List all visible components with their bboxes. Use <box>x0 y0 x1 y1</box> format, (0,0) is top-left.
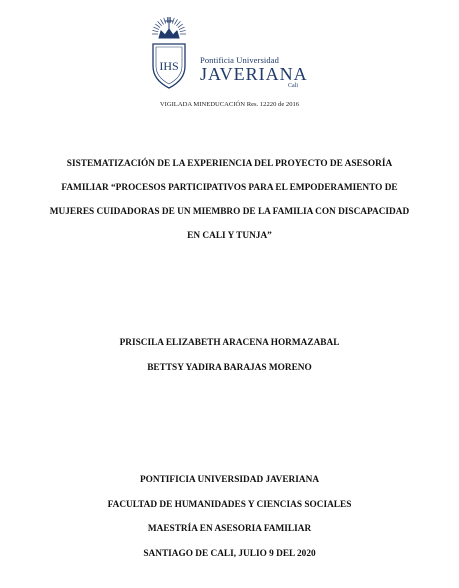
logo-javeriana-line: JAVERIANA <box>200 64 308 84</box>
seal-text: IHS <box>159 59 179 73</box>
logo-university-line: Pontificia Universidad <box>200 55 279 65</box>
vigilada-notice: VIGILADA MINEDUCACIÓN Res. 12220 de 2016 <box>159 101 300 108</box>
logo-campus-line: Cali <box>288 83 298 89</box>
title-line: EN CALI Y TUNJA” <box>187 231 272 241</box>
university-logo <box>140 14 312 98</box>
title-line: MUJERES CUIDADORAS DE UN MIEMBRO DE LA FAMILIA CON DISCAPACIDAD <box>49 207 410 217</box>
author-name: PRISCILA ELIZABETH ARACENA HORMAZABAL <box>119 338 340 348</box>
program-name: MAESTRÍA EN ASESORIA FAMILIAR <box>147 524 312 534</box>
title-line: FAMILIAR “PROCESOS PARTICIPATIVOS PARA EL EMPODERAMIENTO DE <box>61 183 398 193</box>
university-name: PONTIFICIA UNIVERSIDAD JAVERIANA <box>139 475 320 485</box>
authors-block <box>30 331 429 381</box>
logo-wordmark <box>200 55 310 89</box>
place-date: SANTIAGO DE CALI, JULIO 9 DEL 2020 <box>143 548 316 559</box>
document-title <box>30 152 429 248</box>
javeriana-crest-icon <box>140 14 198 96</box>
faculty-name: FACULTAD DE HUMANIDADES Y CIENCIAS SOCIALES <box>107 499 352 510</box>
institution-block <box>30 468 429 566</box>
author-name: BETTSY YADIRA BARAJAS MORENO <box>147 363 312 373</box>
title-line: SISTEMATIZACIÓN DE LA EXPERIENCIA DEL PROYECTO DE ASESORÍA <box>66 159 393 169</box>
